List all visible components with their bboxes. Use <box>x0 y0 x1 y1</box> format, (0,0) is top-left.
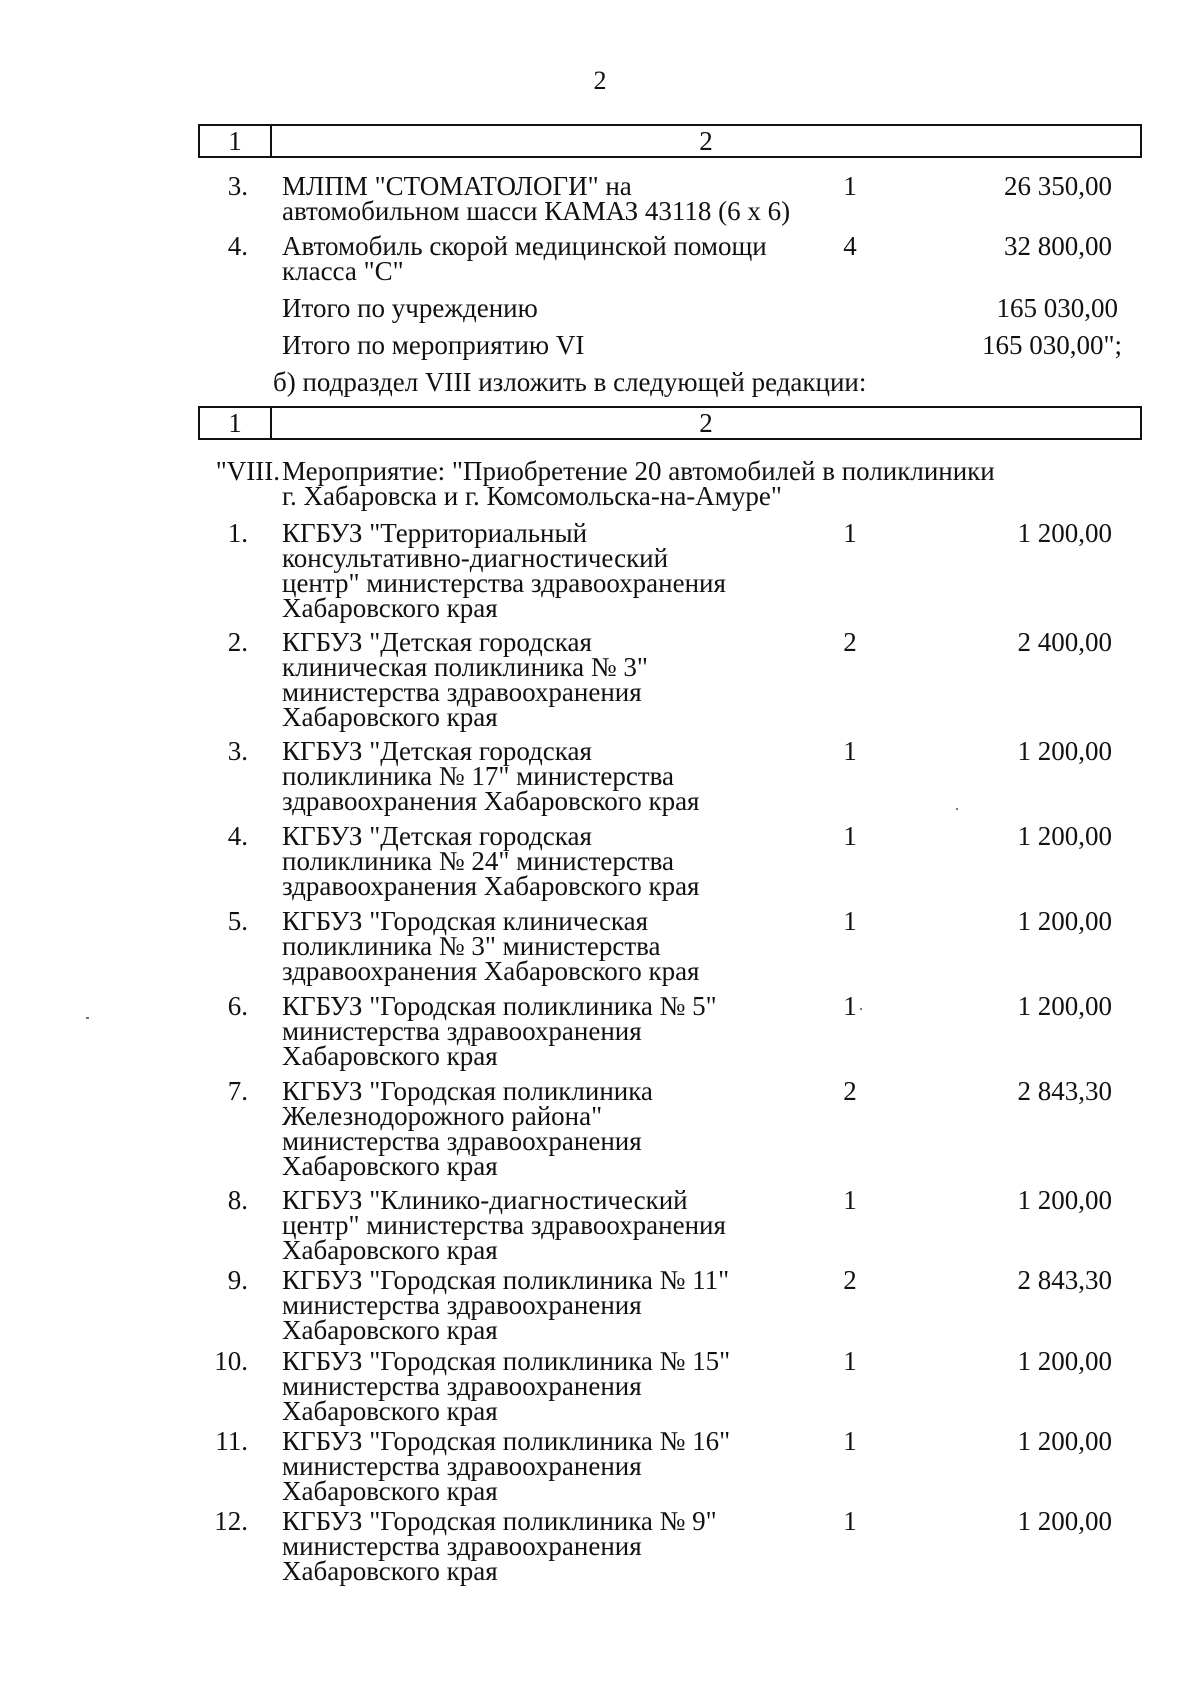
row-number: 4. <box>227 231 248 261</box>
row-name <box>282 1346 802 1426</box>
event-title <box>282 456 1062 511</box>
row-name-line: здравоохранения Хабаровского края <box>282 871 700 901</box>
row-name <box>282 906 802 986</box>
row-name-line: Хабаровского края <box>282 1041 498 1071</box>
row-name-line: поликлиника № 17" министерства <box>282 761 675 791</box>
row-name-line: Хабаровского края <box>282 1396 498 1426</box>
row-sum: 1 200,00 <box>1017 1185 1112 1215</box>
event-number: "VIII. <box>215 456 280 486</box>
row-name-line: поликлиника № 24" министерства <box>282 846 675 876</box>
row-number: 7. <box>227 1076 248 1106</box>
row-sum: 26 350,00 <box>1004 171 1112 201</box>
row-quantity: 1 <box>843 518 857 548</box>
row-sum: 1 200,00 <box>1017 1506 1112 1536</box>
table-header <box>198 406 1142 440</box>
row-name <box>282 821 802 901</box>
row-number: 6. <box>227 991 248 1021</box>
total-label: Итого по учреждению <box>282 293 538 323</box>
row-number: 2. <box>227 627 248 657</box>
row-name-line: центр" министерства здравоохранения <box>282 1210 726 1240</box>
scan-speck <box>860 1008 862 1010</box>
row-name-line: КГБУЗ "Городская поликлиника № 11" <box>282 1265 730 1295</box>
row-number: 12. <box>214 1506 248 1536</box>
row-number: 3. <box>227 736 248 766</box>
row-sum: 1 200,00 <box>1017 518 1112 548</box>
row-name <box>282 171 802 226</box>
table-header <box>198 124 1142 158</box>
row-name-line: Хабаровского края <box>282 1151 498 1181</box>
subsection-intro: б) подраздел VIII изложить в следующей редакции: <box>273 367 867 397</box>
row-name-line: Железнодорожного района" <box>282 1101 603 1131</box>
row-name-line: министерства здравоохранения <box>282 1451 642 1481</box>
row-name-line: здравоохранения Хабаровского края <box>282 786 700 816</box>
row-name <box>282 991 802 1071</box>
row-quantity: 2 <box>843 1076 857 1106</box>
scan-speck <box>86 1017 89 1019</box>
row-name-line: КГБУЗ "Городская поликлиника <box>282 1076 653 1106</box>
row-name-line: КГБУЗ "Городская поликлиника № 9" <box>282 1506 717 1536</box>
row-name-line: КГБУЗ "Детская городская <box>282 821 592 851</box>
row-name-line: КГБУЗ "Детская городская <box>282 627 592 657</box>
row-name-line: класса "С" <box>282 256 404 286</box>
row-name-line: министерства здравоохранения <box>282 1371 642 1401</box>
total-sum: 165 030,00 <box>996 293 1118 323</box>
row-quantity: 1 <box>843 906 857 936</box>
row-sum: 1 200,00 <box>1017 1346 1112 1376</box>
row-name-line: министерства здравоохранения <box>282 1531 642 1561</box>
total-label: Итого по мероприятию VI <box>282 330 585 360</box>
row-name-line: КГБУЗ "Детская городская <box>282 736 592 766</box>
row-name-line: поликлиника № 3" министерства <box>282 931 661 961</box>
row-name-line: министерства здравоохранения <box>282 1290 642 1320</box>
row-quantity: 4 <box>843 231 857 261</box>
row-number: 3. <box>227 171 248 201</box>
row-name <box>282 736 802 816</box>
row-name-line: автомобильном шасси КАМАЗ 43118 (6 х 6) <box>282 196 791 226</box>
row-number: 5. <box>227 906 248 936</box>
row-name-line: МЛПМ "СТОМАТОЛОГИ" на <box>282 171 632 201</box>
row-number: 4. <box>227 821 248 851</box>
row-name <box>282 1076 802 1181</box>
row-name <box>282 1506 802 1586</box>
table-header-col1: 1 <box>228 408 242 438</box>
row-name-line: Хабаровского края <box>282 702 498 732</box>
row-quantity: 1 <box>843 1426 857 1456</box>
table-header-col2: 2 <box>699 126 713 156</box>
row-name-line: Хабаровского края <box>282 1315 498 1345</box>
row-number: 9. <box>227 1265 248 1295</box>
scan-speck <box>956 808 958 810</box>
row-quantity: 1 <box>843 821 857 851</box>
row-name-line: КГБУЗ "Городская клиническая <box>282 906 649 936</box>
row-quantity: 1 <box>843 1185 857 1215</box>
row-name-line: КГБУЗ "Клинико-диагностический <box>282 1185 688 1215</box>
row-name-line: министерства здравоохранения <box>282 1126 642 1156</box>
row-name-line: Автомобиль скорой медицинской помощи <box>282 231 767 261</box>
event-title-line: г. Хабаровска и г. Комсомольска-на-Амуре" <box>282 481 782 511</box>
row-name <box>282 1265 802 1345</box>
row-sum: 1 200,00 <box>1017 991 1112 1021</box>
row-name <box>282 1185 802 1265</box>
row-sum: 1 200,00 <box>1017 736 1112 766</box>
row-sum: 1 200,00 <box>1017 906 1112 936</box>
row-name <box>282 518 802 623</box>
row-quantity: 2 <box>843 1265 857 1295</box>
row-name-line: Хабаровского края <box>282 1476 498 1506</box>
event-title-line: Мероприятие: "Приобретение 20 автомобилей в поликлиники <box>282 456 995 486</box>
row-quantity: 1 <box>843 736 857 766</box>
row-sum: 1 200,00 <box>1017 821 1112 851</box>
table-header-col2: 2 <box>699 408 713 438</box>
page-number: 2 <box>593 66 607 95</box>
row-name-line: здравоохранения Хабаровского края <box>282 956 700 986</box>
row-name-line: КГБУЗ "Территориальный <box>282 518 588 548</box>
row-name <box>282 1426 802 1506</box>
row-name-line: Хабаровского края <box>282 1556 498 1586</box>
row-name-line: министерства здравоохранения <box>282 1016 642 1046</box>
row-number: 11. <box>215 1426 248 1456</box>
row-quantity: 1 <box>843 1346 857 1376</box>
row-sum: 2 400,00 <box>1017 627 1112 657</box>
row-number: 10. <box>214 1346 248 1376</box>
row-name-line: центр" министерства здравоохранения <box>282 568 726 598</box>
row-quantity: 1 <box>843 991 857 1021</box>
row-sum: 2 843,30 <box>1017 1076 1112 1106</box>
row-sum: 1 200,00 <box>1017 1426 1112 1456</box>
row-name <box>282 627 802 732</box>
row-name-line: консультативно-диагностический <box>282 543 669 573</box>
row-name-line: КГБУЗ "Городская поликлиника № 16" <box>282 1426 731 1456</box>
row-number: 1. <box>227 518 248 548</box>
row-quantity: 1 <box>843 171 857 201</box>
row-name-line: КГБУЗ "Городская поликлиника № 15" <box>282 1346 731 1376</box>
row-number: 8. <box>227 1185 248 1215</box>
total-sum: 165 030,00"; <box>981 330 1122 360</box>
row-sum: 32 800,00 <box>1004 231 1112 261</box>
table-header-col1: 1 <box>228 126 242 156</box>
row-quantity: 1 <box>843 1506 857 1536</box>
row-name <box>282 231 802 286</box>
row-name-line: министерства здравоохранения <box>282 677 642 707</box>
row-name-line: КГБУЗ "Городская поликлиника № 5" <box>282 991 717 1021</box>
row-sum: 2 843,30 <box>1017 1265 1112 1295</box>
row-name-line: Хабаровского края <box>282 1235 498 1265</box>
row-quantity: 2 <box>843 627 857 657</box>
row-name-line: Хабаровского края <box>282 593 498 623</box>
row-name-line: клиническая поликлиника № 3" <box>282 652 648 682</box>
